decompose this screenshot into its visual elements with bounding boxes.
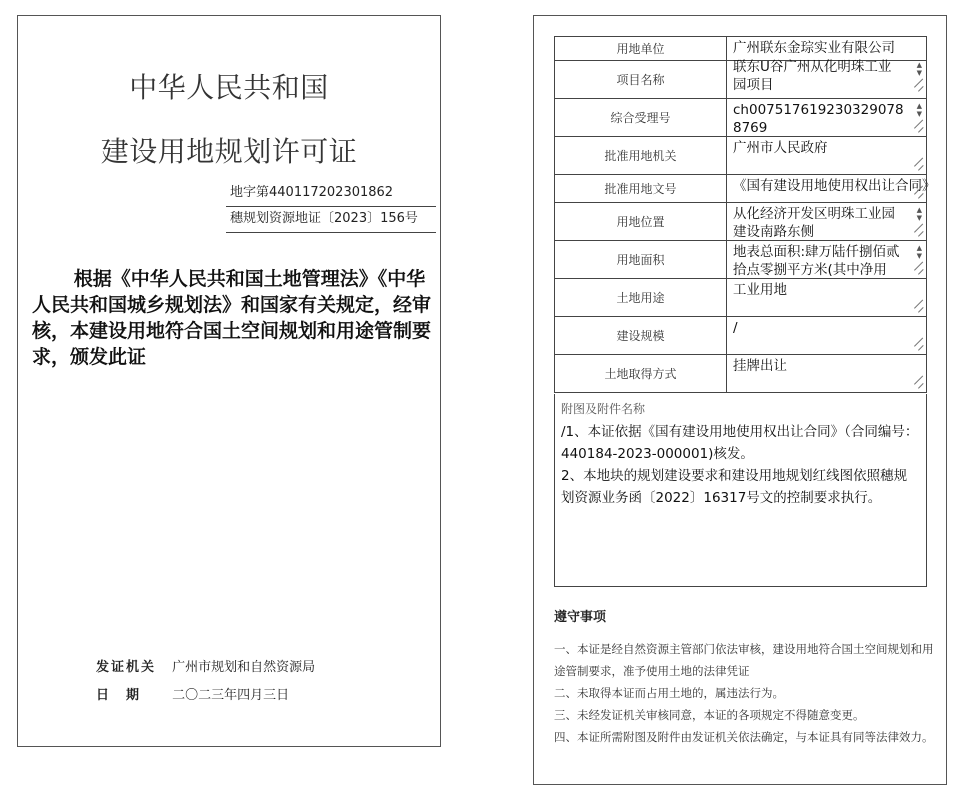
attachments-section [554,394,927,587]
issuer-label: 发证机关 [96,660,157,675]
certificate-number: 地字第440117202301862 [226,184,436,207]
approval-document-value: 《国有建设用地使用权出让合同》 [733,178,936,194]
certificate-document-number: 穗规划资源地证〔2023〕156号 [226,210,436,233]
project-name-textarea[interactable] [727,58,926,95]
approval-document-textarea[interactable] [727,175,936,202]
certificate-title-line1: 中华人民共和国 [129,71,329,104]
land-user-value: 广州联东金琮实业有限公司 [733,40,895,56]
issuer-row [96,656,315,675]
notes-title: 遵守事项 [554,610,607,625]
table-row [555,99,927,137]
date-value: 二〇二三年四月三日 [172,688,290,703]
field-label: 批准用地机关 [555,137,727,175]
certificate-details [533,15,947,785]
list-item: 一、本证是经自然资源主管部门依法审核，建设用地符合国土空间规划和用途管制要求，准予使用土地的法律凭证 [554,642,934,678]
field-value-cell [727,355,927,393]
field-value-cell [727,241,927,279]
resize-grip-icon[interactable] [913,83,922,92]
table-row [555,175,927,203]
project-name-value: 联东U谷广州从化明珠工业园项目 [733,59,892,93]
resize-grip-icon[interactable] [913,124,922,133]
table-row [555,203,927,241]
land-area-textarea[interactable] [727,241,926,278]
land-use-value: 工业用地 [733,282,787,298]
resize-grip-icon[interactable] [913,342,922,351]
certificate-title-line2: 建设用地规划许可证 [100,135,358,168]
table-row [555,61,927,99]
approval-authority-value: 广州市人民政府 [733,140,828,156]
attachments-text: /1、本证依据《国有建设用地使用权出让合同》（合同编号：440184-2023-000001)核发。 2、本地块的规划建设要求和建设用地规划红线图依照穗规划资源业务函〔2022〕16317号文的控制要求执行。 [561,424,919,506]
list-item: 三、未经发证机关审核同意，本证的各项规定不得随意变更。 [554,708,865,722]
construction-scale-textarea[interactable] [727,317,926,354]
field-label: 用地面积 [555,241,727,279]
details-table [554,36,936,393]
scroll-arrows-icon[interactable]: ▲ ▼ [916,61,922,77]
table-row [555,241,927,279]
field-value-cell [727,203,927,241]
construction-scale-value: / [733,320,738,336]
date-row [96,684,289,703]
resize-grip-icon[interactable] [913,228,922,237]
issuer-value: 广州市规划和自然资源局 [172,660,316,675]
list-item: 四、本证所需附图及附件由发证机关依法确定，与本证具有同等法律效力。 [554,730,934,744]
field-label: 用地单位 [555,37,727,61]
field-value-cell [727,37,927,61]
attachments-label: 附图及附件名称 [561,402,646,416]
field-label: 建设规模 [555,317,727,355]
list-item: 二、未取得本证而占用土地的，属违法行为。 [554,686,784,700]
table-row [555,355,927,393]
acquisition-method-value: 挂牌出让 [733,358,787,374]
table-row [555,37,927,61]
field-value-cell [727,279,927,317]
field-value-cell [727,137,927,175]
land-area-value: 地表总面积:肆万陆仟捌佰贰拾点零捌平方米(其中净用 [733,244,900,278]
field-label: 土地用途 [555,279,727,317]
field-value-cell [727,61,927,99]
notes-list [554,638,934,748]
acquisition-method-textarea[interactable] [727,355,926,392]
approval-authority-textarea[interactable] [727,137,926,174]
resize-grip-icon[interactable] [913,162,922,171]
certificate-statement: 根据《中华人民共和国土地管理法》《中华人民共和国城乡规划法》和国家有关规定，经审核，本建设用地符合国土空间规划和用途管制要求，颁发此证 [32,268,432,368]
land-location-textarea[interactable] [727,203,926,240]
table-row [555,317,927,355]
land-use-textarea[interactable] [727,279,926,316]
field-label: 用地位置 [555,203,727,241]
field-value-cell [727,175,936,203]
resize-grip-icon[interactable] [913,304,922,313]
field-value-cell [727,317,927,355]
acceptance-number-value: ch0075176192303290788769 [733,102,904,136]
scroll-arrows-icon[interactable]: ▲ ▼ [916,206,922,222]
scroll-arrows-icon[interactable]: ▲ ▼ [916,102,922,118]
acceptance-number-textarea[interactable] [727,99,926,136]
field-label: 项目名称 [555,61,727,99]
field-label: 批准用地文号 [555,175,727,203]
resize-grip-icon[interactable] [913,266,922,275]
table-row [555,279,927,317]
land-location-value: 从化经济开发区明珠工业园建设南路东侧 [733,206,895,240]
table-row [555,137,927,175]
field-label: 土地取得方式 [555,355,727,393]
certificate-cover [17,15,441,747]
resize-grip-icon[interactable] [913,190,922,199]
resize-grip-icon[interactable] [913,380,922,389]
field-label: 综合受理号 [555,99,727,137]
date-label: 日期 [96,688,157,703]
field-value-cell [727,99,927,137]
scroll-arrows-icon[interactable]: ▲ ▼ [916,244,922,260]
